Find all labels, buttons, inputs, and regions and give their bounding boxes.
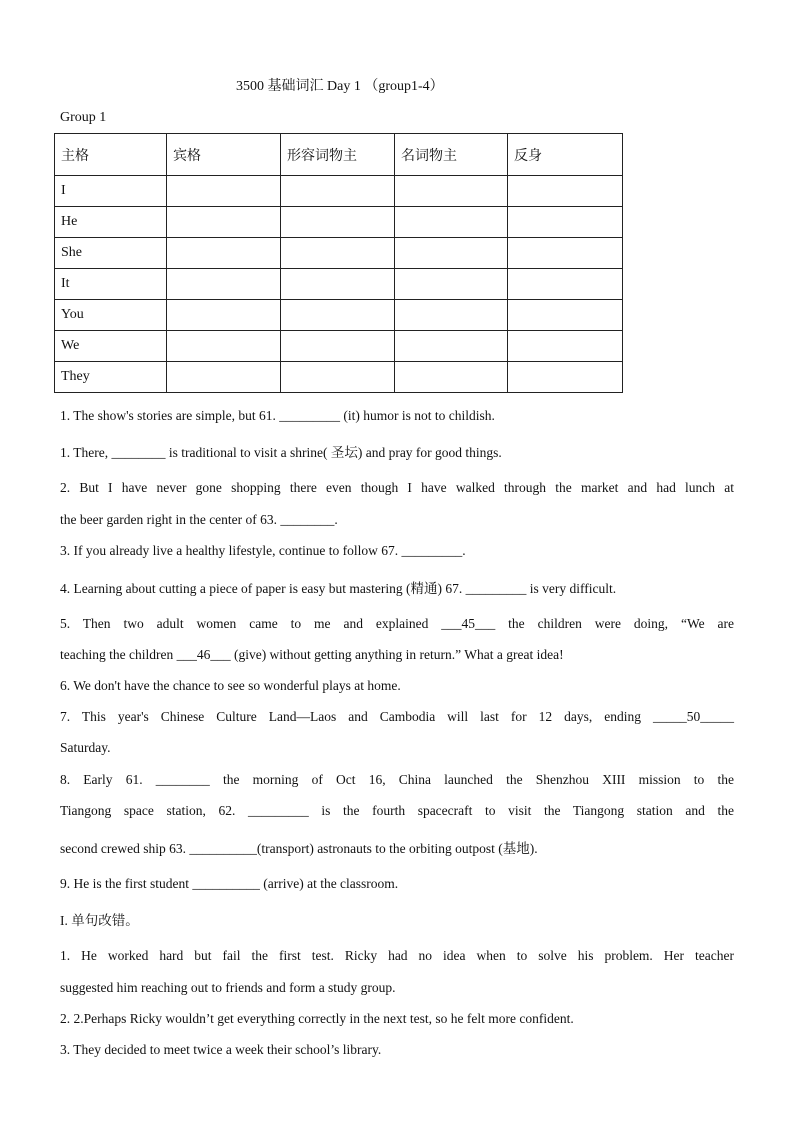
table-row (55, 207, 623, 238)
table-cell-blank[interactable] (395, 176, 508, 207)
section-heading: I. 单句改错。 (60, 913, 139, 928)
table-cell-blank[interactable] (167, 300, 281, 331)
table-cell-blank[interactable] (281, 176, 395, 207)
table-cell-blank[interactable] (395, 331, 508, 362)
table-row (55, 331, 623, 362)
table-cell-blank[interactable] (281, 300, 395, 331)
table-cell: She (55, 238, 167, 269)
table-cell-blank[interactable] (167, 176, 281, 207)
table-cell-blank[interactable] (167, 331, 281, 362)
exercise-line: 8. Early 61. ________ the morning of Oct 16, China launched the Shenzhou XIII mission to the (60, 772, 734, 787)
pronoun-table (54, 133, 623, 393)
table-cell-blank[interactable] (395, 362, 508, 393)
exercise-line: the beer garden right in the center of 63. ________. (60, 512, 338, 527)
document-title: 3500 基础词汇 Day 1 （group1-4） (236, 79, 444, 94)
table-cell: I (55, 176, 167, 207)
table-cell-blank[interactable] (508, 300, 623, 331)
exercise-line: 3. If you already live a healthy lifestyle, continue to follow 67. _________. (60, 543, 466, 558)
table-row (55, 362, 623, 393)
table-cell-blank[interactable] (508, 207, 623, 238)
table-row (55, 176, 623, 207)
exercise-line: 2. But I have never gone shopping there even though I have walked through the market and had lunch at (60, 480, 734, 495)
exercise-line: 7. This year's Chinese Culture Land—Laos and Cambodia will last for 12 days, ending _____50_____ (60, 709, 734, 724)
table-header-cell: 主格 (55, 134, 167, 176)
exercise-line: 2. 2.Perhaps Ricky wouldn’t get everything correctly in the next test, so he felt more confident. (60, 1011, 574, 1026)
group-label: Group 1 (60, 110, 107, 125)
table-cell-blank[interactable] (508, 331, 623, 362)
exercise-line: 1. There, ________ is traditional to visit a shrine( 圣坛) and pray for good things. (60, 445, 502, 460)
exercise-line: 3. They decided to meet twice a week their school’s library. (60, 1042, 382, 1057)
table-cell-blank[interactable] (508, 176, 623, 207)
exercise-line: 6. We don't have the chance to see so wonderful plays at home. (60, 678, 401, 693)
exercise-line: teaching the children ___46___ (give) without getting anything in return.” What a great idea! (60, 647, 564, 662)
exercise-line: second crewed ship 63. __________(transport) astronauts to the orbiting outpost (基地). (60, 841, 538, 856)
table-cell-blank[interactable] (167, 238, 281, 269)
exercise-line: 5. Then two adult women came to me and explained ___45___ the children were doing, “We are (60, 616, 734, 631)
table-cell-blank[interactable] (508, 238, 623, 269)
table-cell-blank[interactable] (167, 269, 281, 300)
exercise-line: 1. He worked hard but fail the first test. Ricky had no idea when to solve his problem. Her teacher (60, 948, 734, 963)
table-row (55, 269, 623, 300)
table-cell: He (55, 207, 167, 238)
table-cell-blank[interactable] (395, 269, 508, 300)
table-cell-blank[interactable] (395, 300, 508, 331)
table-cell-blank[interactable] (395, 207, 508, 238)
table-cell: It (55, 269, 167, 300)
table-cell-blank[interactable] (395, 238, 508, 269)
table-cell-blank[interactable] (508, 362, 623, 393)
table-cell-blank[interactable] (281, 331, 395, 362)
table-cell: They (55, 362, 167, 393)
exercise-line: Tiangong space station, 62. _________ is the fourth spacecraft to visit the Tiangong station and the (60, 803, 734, 818)
table-cell: We (55, 331, 167, 362)
exercise-line: 1. The show's stories are simple, but 61. _________ (it) humor is not to childish. (60, 408, 495, 423)
table-header-row (55, 134, 623, 176)
table-row (55, 300, 623, 331)
table-cell-blank[interactable] (167, 362, 281, 393)
table-cell-blank[interactable] (281, 207, 395, 238)
table-header-cell: 形容词物主 (281, 134, 395, 176)
table-cell-blank[interactable] (281, 269, 395, 300)
table-cell-blank[interactable] (281, 238, 395, 269)
table-header-cell: 名词物主 (395, 134, 508, 176)
exercise-line: Saturday. (60, 740, 111, 755)
table-cell-blank[interactable] (167, 207, 281, 238)
table-cell: You (55, 300, 167, 331)
table-cell-blank[interactable] (281, 362, 395, 393)
exercise-line: 9. He is the first student __________ (arrive) at the classroom. (60, 876, 399, 891)
exercise-line: 4. Learning about cutting a piece of paper is easy but mastering (精通) 67. _________ is very difficult. (60, 581, 617, 596)
exercise-line: suggested him reaching out to friends and form a study group. (60, 980, 396, 995)
table-cell-blank[interactable] (508, 269, 623, 300)
table-header-cell: 反身 (508, 134, 623, 176)
table-header-cell: 宾格 (167, 134, 281, 176)
table-row (55, 238, 623, 269)
